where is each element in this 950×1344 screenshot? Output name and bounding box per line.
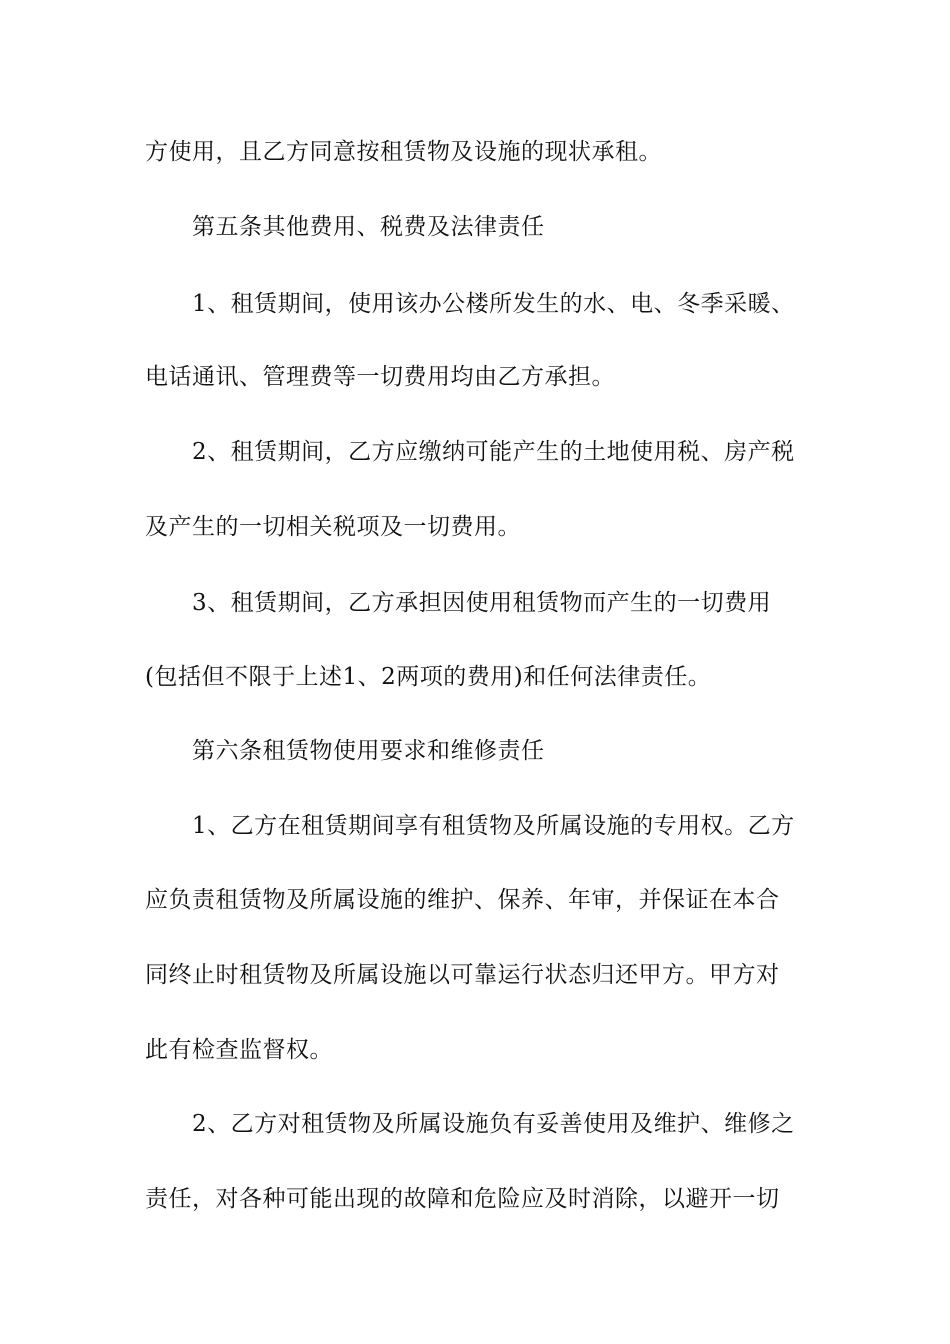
text-line: 责任，对各种可能出现的故障和危险应及时消除，以避开一切 bbox=[145, 1186, 780, 1212]
text-line: 同终止时租赁物及所属设施以可靠运行状态归还甲方。甲方对 bbox=[145, 962, 780, 988]
text-line: 1、乙方在租赁期间享有租赁物及所属设施的专用权。乙方 bbox=[192, 813, 795, 839]
text-line: 此有检查监督权。 bbox=[145, 1037, 333, 1063]
section-heading: 第六条租赁物使用要求和维修责任 bbox=[192, 738, 545, 764]
text-line: 应负责租赁物及所属设施的维护、保养、年审，并保证在本合 bbox=[145, 887, 780, 913]
text-line: 2、租赁期间，乙方应缴纳可能产生的土地使用税、房产税 bbox=[192, 439, 795, 465]
section-heading: 第五条其他费用、税费及法律责任 bbox=[192, 214, 545, 240]
text-line: 2、乙方对租赁物及所属设施负有妥善使用及维护、维修之 bbox=[192, 1111, 795, 1137]
text-line: 1、租赁期间，使用该办公楼所发生的水、电、冬季采暖、 bbox=[192, 291, 795, 317]
text-line: 方使用，且乙方同意按租赁物及设施的现状承租。 bbox=[145, 139, 662, 165]
text-line: 3、租赁期间，乙方承担因使用租赁物而产生的一切费用 bbox=[192, 590, 772, 616]
text-line: 电话通讯、管理费等一切费用均由乙方承担。 bbox=[145, 364, 615, 390]
text-line: 及产生的一切相关税项及一切费用。 bbox=[145, 514, 521, 540]
text-line: (包括但不限于上述1、2两项的费用)和任何法律责任。 bbox=[145, 664, 712, 690]
